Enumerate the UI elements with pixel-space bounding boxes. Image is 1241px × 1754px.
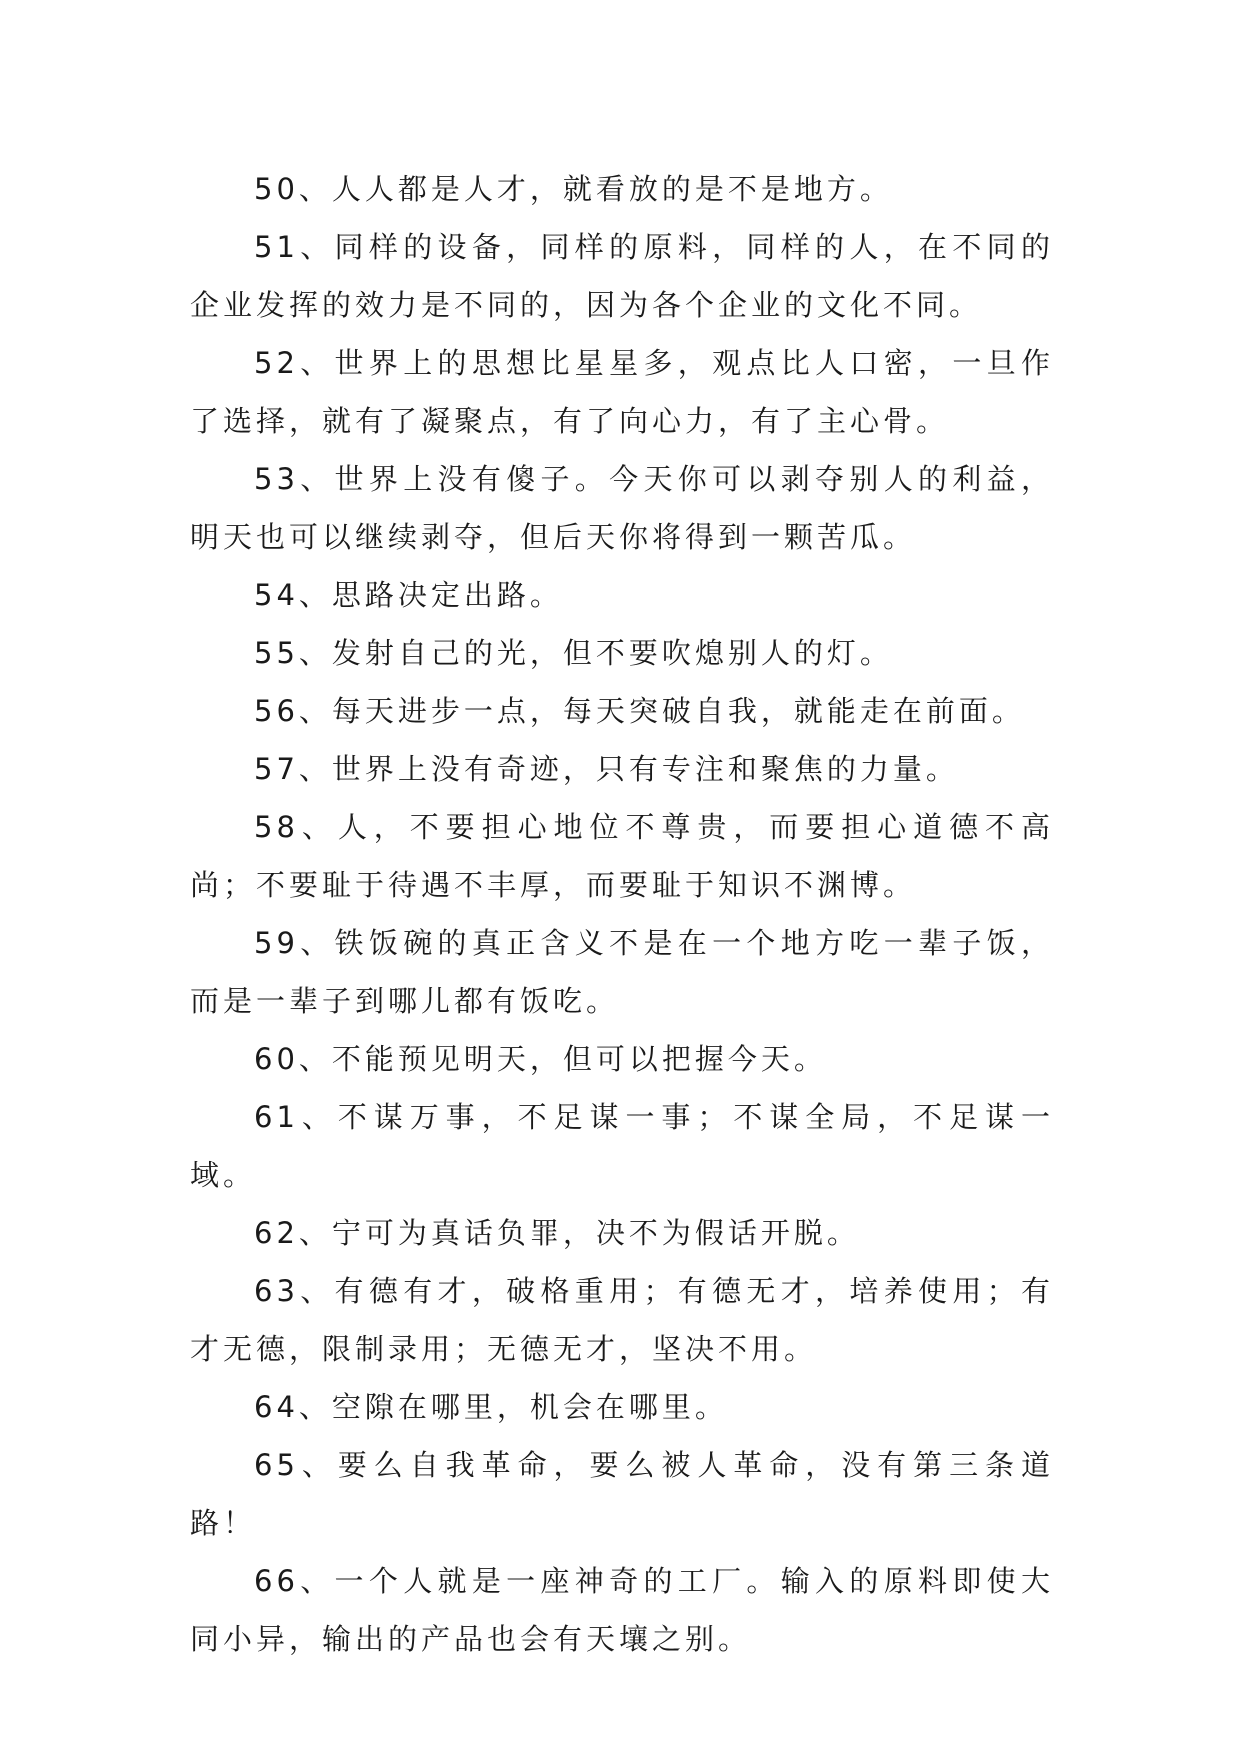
quote-paragraph-61: 61、不谋万事，不足谋一事；不谋全局，不足谋一域。: [190, 1100, 1054, 1192]
quote-paragraph-62: 62、宁可为真话负罪，决不为假话开脱。: [254, 1216, 860, 1250]
quote-paragraph-50: 50、人人都是人才，就看放的是不是地方。: [254, 172, 893, 206]
quote-paragraph-63: 63、有德有才，破格重用；有德无才，培养使用；有才无德，限制录用；无德无才，坚决不用。: [190, 1274, 1054, 1366]
quote-paragraph-51: 51、同样的设备，同样的原料，同样的人，在不同的企业发挥的效力是不同的，因为各个企业的文化不同。: [190, 230, 1054, 322]
quote-paragraph-55: 55、发射自己的光，但不要吹熄别人的灯。: [254, 636, 893, 670]
quote-paragraph-52: 52、世界上的思想比星星多，观点比人口密，一旦作了选择，就有了凝聚点，有了向心力，有了主心骨。: [190, 346, 1054, 438]
quote-paragraph-58: 58、人，不要担心地位不尊贵，而要担心道德不高尚；不要耻于待遇不丰厚，而要耻于知识不渊博。: [190, 810, 1054, 902]
quote-paragraph-64: 64、空隙在哪里，机会在哪里。: [254, 1390, 728, 1424]
quote-paragraph-56: 56、每天进步一点，每天突破自我，就能走在前面。: [254, 694, 1025, 728]
quote-paragraph-54: 54、思路决定出路。: [254, 578, 563, 612]
quote-paragraph-60: 60、不能预见明天，但可以把握今天。: [254, 1042, 827, 1076]
quote-paragraph-59: 59、铁饭碗的真正含义不是在一个地方吃一辈子饭，而是一辈子到哪儿都有饭吃。: [190, 926, 1054, 1018]
quote-paragraph-65: 65、要么自我革命，要么被人革命，没有第三条道路！: [190, 1448, 1054, 1540]
document-page: [190, 160, 1054, 1668]
quote-paragraph-57: 57、世界上没有奇迹，只有专注和聚焦的力量。: [254, 752, 959, 786]
quote-paragraph-66: 66、一个人就是一座神奇的工厂。输入的原料即使大同小异，输出的产品也会有天壤之别。: [190, 1564, 1054, 1656]
quote-paragraph-53: 53、世界上没有傻子。今天你可以剥夺别人的利益，明天也可以继续剥夺，但后天你将得到一颗苦瓜。: [190, 462, 1054, 554]
